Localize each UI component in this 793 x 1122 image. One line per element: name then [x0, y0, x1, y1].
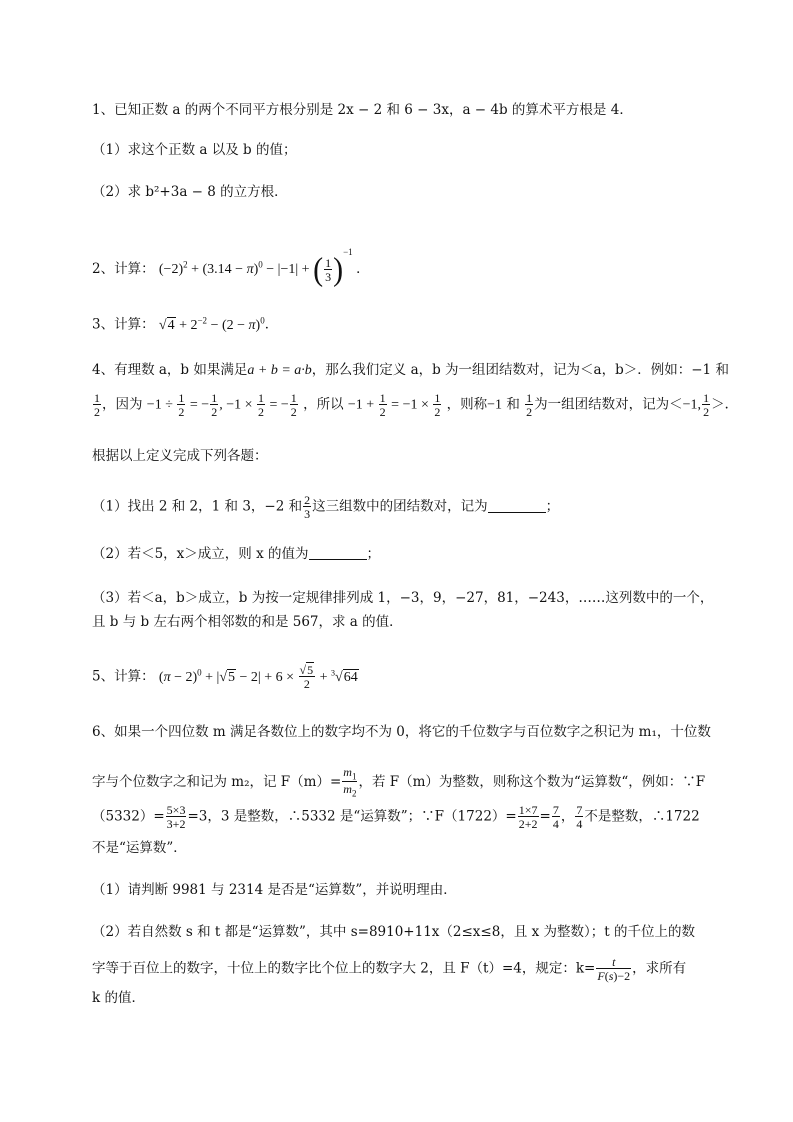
q2-expression: $(-2)^2 + (3.14 - \pi)^0 - |-1|$ + ( $\frac{1}{3}$ )$^{-1}$: [158, 247, 353, 288]
q4-part1: （1）找出 2 和 2，1 和 3，−2 和 $\frac{2}{3}$ 这三组数中的团结数对，记为 ；: [92, 493, 560, 521]
q2: 2、计算： $(-2)^2 + (3.14 - \pi)^0 - |-1|$ + ( $\frac{1}{3}$ )$^{-1}$ ．: [92, 247, 370, 288]
q1-stem: 1、已知正数 a 的两个不同平方根分别是 2x − 2 和 6 − 3x，a − 4b 的算术平方根是 4．: [92, 102, 633, 118]
q6-line2: 字与个位数字之和记为 m₂，记 F（m）= $\frac{m_1}{m_2}$ ，若 F（m）为整数，则称这个数为“运算数“，例如：∵F: [92, 765, 706, 799]
q3: 3、计算： $√4 + 2^{-2} - (2 - \pi)^0$．: [92, 315, 279, 333]
q6-part1: （1）请判断 9981 与 2314 是否是“运算数”，并说明理由．: [92, 882, 457, 898]
q4-part2: （2）若＜5，x＞成立，则 x 的值为 ；: [92, 546, 380, 562]
q4-intro: 根据以上定义完成下列各题：: [92, 448, 268, 464]
answer-blank: [309, 545, 367, 560]
q1-part2: （2）求 b²+3a − 8 的立方根．: [92, 184, 288, 200]
q4-part3: （3）若＜a，b＞成立，b 为按一定规律排列成 1，−3，9，−27，81，−243，……这列数中的一个，: [92, 590, 714, 606]
q1-part1: （1）求这个正数 a 以及 b 的值；: [92, 142, 297, 158]
q6-part2-line2: 字等于百位上的数字，十位上的数字比个位上的数字大 2，且 F（t）=4，规定：k= $\frac{t}{F(s)-2}$ ，求所有: [92, 955, 687, 983]
q5: 5、计算： $(\pi - 2)^0 + |√5 - 2| + 6$ × $\frac{√5}{2}$ + $^3$√64: [92, 663, 358, 692]
q6-part2-line1: （2）若自然数 s 和 t 都是“运算数”，其中 s=8910+11x（2≤x≤8，且 x 为整数）；t 的千位上的数: [92, 924, 695, 940]
q4-line2: $\frac{1}{2}$ ，因为 −1 ÷ $\frac{1}{2}$ = − $\frac{1}{2}$ , −1 × $\frac{1}{2}$ = − $\frac{1}{2}$ ，所以 −1 + $\frac{1}{2}$ = −1 × $\frac{1}{2}$ ，则称−1 和 $\frac{1}{2}$ 为一组团结数对，记为＜−1, $\frac{1}{2}$ ＞.: [94, 391, 729, 419]
q6-line1: 6、如果一个四位数 m 满足各数位上的数字均不为 0，将它的千位数字与百位数字之积记为 m₁，十位数: [92, 724, 711, 740]
answer-blank: [488, 498, 546, 513]
q6-line3: （5332）= $\frac{5\times 3}{3+2}$ =3，3 是整数，∴5332 是“运算数”；∵F（1722）= $\frac{1\times 7}{2+2}$ = $\frac{7}{4}$ ， $\frac{7}{4}$ 不是整数，∴1722: [92, 803, 700, 831]
q5-expression: $(\pi - 2)^0 + |√5 - 2| + 6$ × $\frac{√5}{2}$ + $^3$√64: [158, 663, 358, 692]
q4-line1: 4、有理数 a，b 如果满足a + b = a·b，那么我们定义 a，b 为一组团结数对，记为＜a，b＞．例如：−1 和: [92, 362, 729, 378]
q4-part3-cont: 且 b 与 b 左右两个相邻数的和是 567，求 a 的值．: [92, 614, 403, 630]
q3-expression: $√4 + 2^{-2} - (2 - \pi)^0$: [158, 315, 265, 333]
q6-part2-line3: k 的值．: [92, 990, 145, 1006]
q6-line4: 不是“运算数”．: [92, 840, 187, 856]
